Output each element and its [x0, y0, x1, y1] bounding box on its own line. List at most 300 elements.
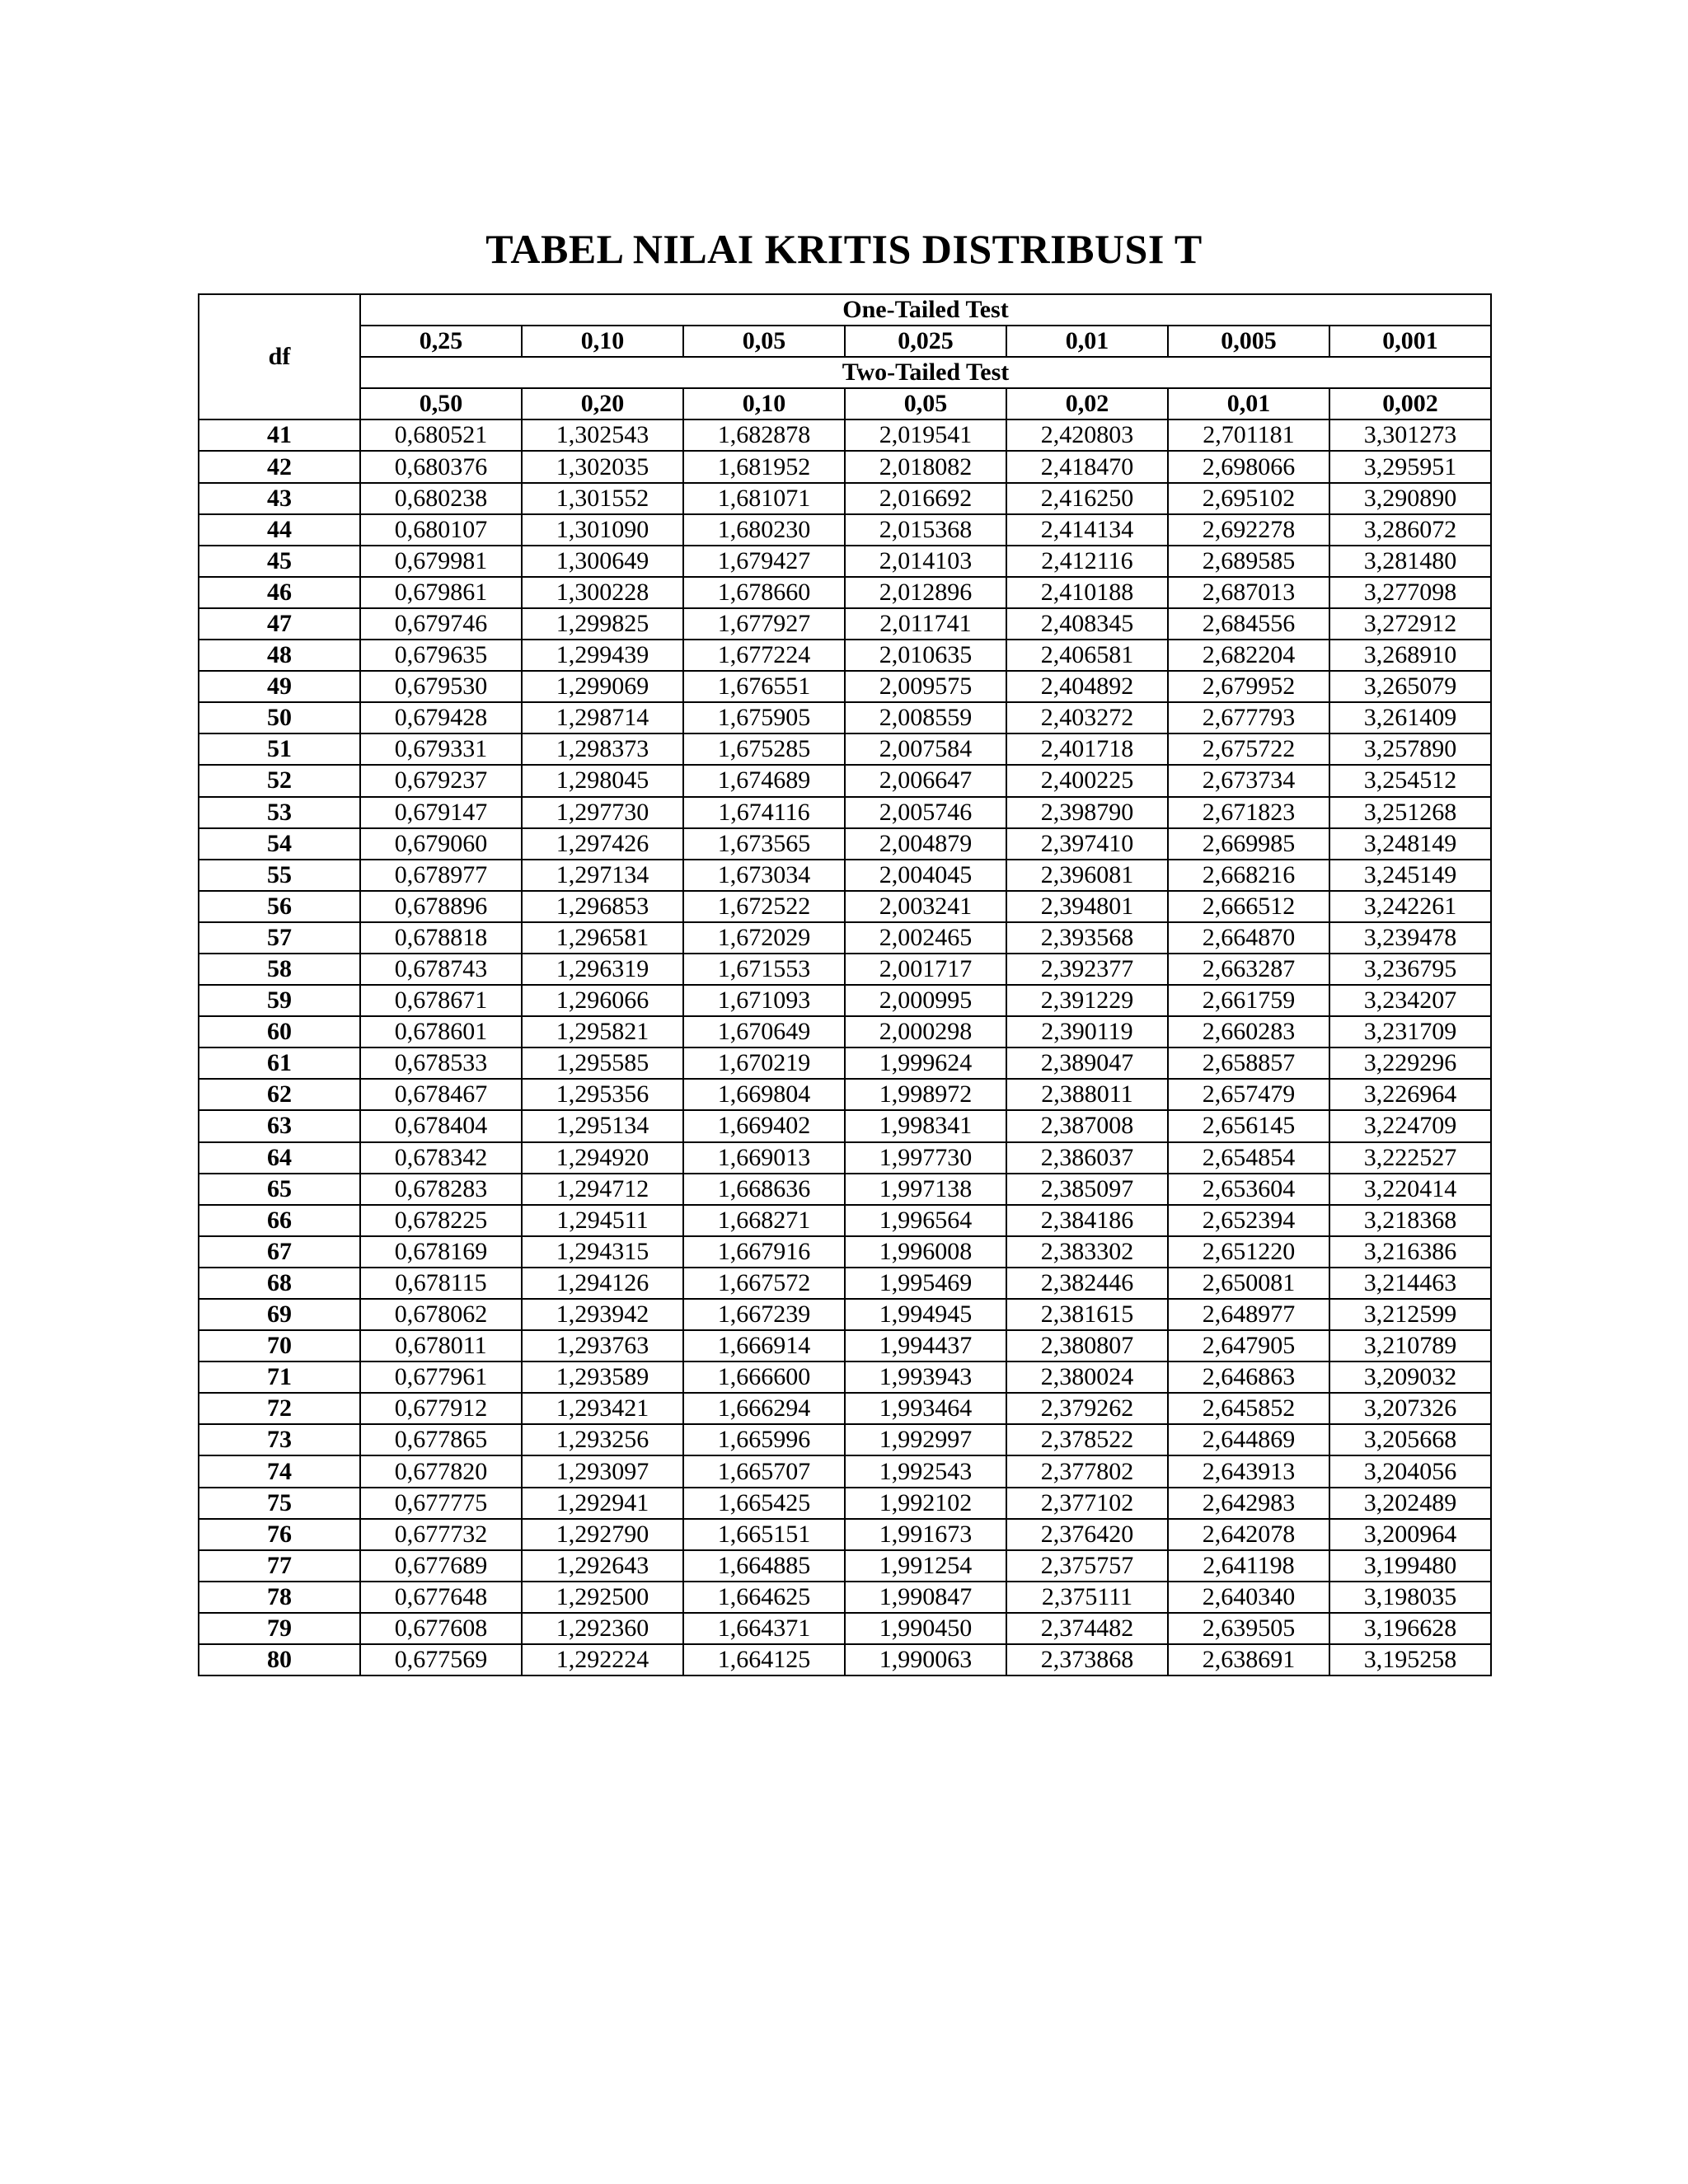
critical-value-cell: 2,663287 — [1168, 954, 1329, 985]
critical-value-cell: 3,222527 — [1329, 1142, 1491, 1174]
critical-value-cell: 3,242261 — [1329, 891, 1491, 922]
critical-value-cell: 3,295951 — [1329, 451, 1491, 482]
critical-value-cell: 3,265079 — [1329, 671, 1491, 702]
critical-value-cell: 2,406581 — [1006, 640, 1168, 671]
df-cell: 65 — [199, 1174, 360, 1205]
critical-value-cell: 1,996564 — [845, 1205, 1006, 1236]
critical-value-cell: 1,999624 — [845, 1047, 1006, 1079]
critical-value-cell: 1,292224 — [522, 1644, 683, 1675]
one-tailed-alpha: 0,001 — [1329, 326, 1491, 357]
critical-value-cell: 2,644869 — [1168, 1424, 1329, 1455]
df-cell: 70 — [199, 1330, 360, 1361]
one-tailed-alpha: 0,25 — [360, 326, 522, 357]
critical-value-cell: 2,380807 — [1006, 1330, 1168, 1361]
critical-value-cell: 2,414134 — [1006, 514, 1168, 546]
critical-value-cell: 0,679331 — [360, 733, 522, 765]
critical-value-cell: 3,251268 — [1329, 797, 1491, 828]
table-row — [199, 1299, 1491, 1330]
critical-value-cell: 2,384186 — [1006, 1205, 1168, 1236]
critical-value-cell: 1,299825 — [522, 608, 683, 640]
critical-value-cell: 0,677912 — [360, 1393, 522, 1424]
critical-value-cell: 2,653604 — [1168, 1174, 1329, 1205]
critical-value-cell: 0,678743 — [360, 954, 522, 985]
critical-value-cell: 1,668271 — [683, 1205, 845, 1236]
critical-value-cell: 2,011741 — [845, 608, 1006, 640]
critical-value-cell: 1,293421 — [522, 1393, 683, 1424]
df-cell: 46 — [199, 577, 360, 608]
critical-value-cell: 2,387008 — [1006, 1110, 1168, 1141]
critical-value-cell: 1,296066 — [522, 985, 683, 1016]
critical-value-cell: 1,992102 — [845, 1488, 1006, 1519]
critical-value-cell: 2,643913 — [1168, 1455, 1329, 1487]
df-cell: 43 — [199, 483, 360, 514]
critical-value-cell: 2,396081 — [1006, 860, 1168, 891]
table-row — [199, 702, 1491, 733]
critical-value-cell: 2,374482 — [1006, 1613, 1168, 1644]
critical-value-cell: 1,302035 — [522, 451, 683, 482]
critical-value-cell: 1,294511 — [522, 1205, 683, 1236]
table-row — [199, 1455, 1491, 1487]
table-row — [199, 1079, 1491, 1110]
two-tailed-alpha-row — [199, 388, 1491, 419]
critical-value-cell: 2,019541 — [845, 419, 1006, 451]
critical-value-cell: 1,678660 — [683, 577, 845, 608]
table-row — [199, 1644, 1491, 1675]
critical-value-cell: 2,673734 — [1168, 765, 1329, 796]
table-row — [199, 1550, 1491, 1582]
critical-value-cell: 1,669402 — [683, 1110, 845, 1141]
critical-value-cell: 0,680107 — [360, 514, 522, 546]
critical-value-cell: 1,675905 — [683, 702, 845, 733]
critical-value-cell: 2,668216 — [1168, 860, 1329, 891]
critical-value-cell: 3,286072 — [1329, 514, 1491, 546]
critical-value-cell: 1,998972 — [845, 1079, 1006, 1110]
critical-value-cell: 3,212599 — [1329, 1299, 1491, 1330]
critical-value-cell: 2,373868 — [1006, 1644, 1168, 1675]
critical-value-cell: 2,677793 — [1168, 702, 1329, 733]
critical-value-cell: 2,664870 — [1168, 922, 1329, 954]
critical-value-cell: 1,673565 — [683, 828, 845, 860]
critical-value-cell: 1,667572 — [683, 1268, 845, 1299]
critical-value-cell: 1,292360 — [522, 1613, 683, 1644]
critical-value-cell: 1,667916 — [683, 1236, 845, 1268]
critical-value-cell: 1,295134 — [522, 1110, 683, 1141]
critical-value-cell: 0,677732 — [360, 1519, 522, 1550]
critical-value-cell: 1,302543 — [522, 419, 683, 451]
table-row — [199, 1236, 1491, 1268]
critical-value-cell: 2,379262 — [1006, 1393, 1168, 1424]
critical-value-cell: 2,408345 — [1006, 608, 1168, 640]
table-row — [199, 1205, 1491, 1236]
critical-value-cell: 2,382446 — [1006, 1268, 1168, 1299]
critical-value-cell: 0,679530 — [360, 671, 522, 702]
critical-value-cell: 0,680521 — [360, 419, 522, 451]
critical-value-cell: 3,214463 — [1329, 1268, 1491, 1299]
critical-value-cell: 1,991673 — [845, 1519, 1006, 1550]
critical-value-cell: 0,679746 — [360, 608, 522, 640]
critical-value-cell: 1,299069 — [522, 671, 683, 702]
table-body — [199, 419, 1491, 1675]
df-cell: 76 — [199, 1519, 360, 1550]
critical-value-cell: 3,195258 — [1329, 1644, 1491, 1675]
critical-value-cell: 2,398790 — [1006, 797, 1168, 828]
critical-value-cell: 3,245149 — [1329, 860, 1491, 891]
critical-value-cell: 2,005746 — [845, 797, 1006, 828]
critical-value-cell: 2,692278 — [1168, 514, 1329, 546]
critical-value-cell: 2,658857 — [1168, 1047, 1329, 1079]
critical-value-cell: 2,701181 — [1168, 419, 1329, 451]
critical-value-cell: 2,394801 — [1006, 891, 1168, 922]
critical-value-cell: 1,292941 — [522, 1488, 683, 1519]
critical-value-cell: 3,205668 — [1329, 1424, 1491, 1455]
critical-value-cell: 1,672522 — [683, 891, 845, 922]
df-cell: 68 — [199, 1268, 360, 1299]
critical-value-cell: 1,665707 — [683, 1455, 845, 1487]
critical-value-cell: 1,297730 — [522, 797, 683, 828]
critical-value-cell: 3,268910 — [1329, 640, 1491, 671]
critical-value-cell: 3,196628 — [1329, 1613, 1491, 1644]
critical-value-cell: 1,993943 — [845, 1361, 1006, 1393]
critical-value-cell: 3,281480 — [1329, 546, 1491, 577]
critical-value-cell: 2,650081 — [1168, 1268, 1329, 1299]
critical-value-cell: 1,993464 — [845, 1393, 1006, 1424]
critical-value-cell: 2,000995 — [845, 985, 1006, 1016]
df-cell: 48 — [199, 640, 360, 671]
critical-value-cell: 1,293763 — [522, 1330, 683, 1361]
critical-value-cell: 0,678601 — [360, 1016, 522, 1047]
critical-value-cell: 2,004045 — [845, 860, 1006, 891]
one-tailed-alpha: 0,10 — [522, 326, 683, 357]
one-tailed-alpha: 0,05 — [683, 326, 845, 357]
critical-value-cell: 3,277098 — [1329, 577, 1491, 608]
critical-value-cell: 1,997730 — [845, 1142, 1006, 1174]
df-cell: 75 — [199, 1488, 360, 1519]
df-cell: 53 — [199, 797, 360, 828]
critical-value-cell: 1,669013 — [683, 1142, 845, 1174]
two-tailed-label-row — [199, 357, 1491, 388]
critical-value-cell: 1,671553 — [683, 954, 845, 985]
df-cell: 64 — [199, 1142, 360, 1174]
df-cell: 50 — [199, 702, 360, 733]
critical-value-cell: 2,689585 — [1168, 546, 1329, 577]
df-cell: 79 — [199, 1613, 360, 1644]
critical-value-cell: 1,990450 — [845, 1613, 1006, 1644]
critical-value-cell: 0,679635 — [360, 640, 522, 671]
critical-value-cell: 3,254512 — [1329, 765, 1491, 796]
critical-value-cell: 1,675285 — [683, 733, 845, 765]
critical-value-cell: 1,299439 — [522, 640, 683, 671]
critical-value-cell: 3,199480 — [1329, 1550, 1491, 1582]
critical-value-cell: 2,660283 — [1168, 1016, 1329, 1047]
critical-value-cell: 0,679060 — [360, 828, 522, 860]
critical-value-cell: 0,679981 — [360, 546, 522, 577]
one-tailed-header: One-Tailed Test — [360, 294, 1491, 326]
critical-value-cell: 3,200964 — [1329, 1519, 1491, 1550]
table-row — [199, 577, 1491, 608]
critical-value-cell: 2,682204 — [1168, 640, 1329, 671]
critical-value-cell: 3,239478 — [1329, 922, 1491, 954]
critical-value-cell: 1,674116 — [683, 797, 845, 828]
critical-value-cell: 3,207326 — [1329, 1393, 1491, 1424]
critical-value-cell: 3,210789 — [1329, 1330, 1491, 1361]
critical-value-cell: 2,642983 — [1168, 1488, 1329, 1519]
critical-value-cell: 2,004879 — [845, 828, 1006, 860]
critical-value-cell: 1,297134 — [522, 860, 683, 891]
critical-value-cell: 3,204056 — [1329, 1455, 1491, 1487]
critical-value-cell: 3,248149 — [1329, 828, 1491, 860]
two-tailed-alpha: 0,50 — [360, 388, 522, 419]
critical-value-cell: 0,678283 — [360, 1174, 522, 1205]
critical-value-cell: 2,397410 — [1006, 828, 1168, 860]
critical-value-cell: 2,698066 — [1168, 451, 1329, 482]
df-cell: 49 — [199, 671, 360, 702]
critical-value-cell: 0,677961 — [360, 1361, 522, 1393]
critical-value-cell: 1,664625 — [683, 1582, 845, 1613]
critical-value-cell: 1,669804 — [683, 1079, 845, 1110]
critical-value-cell: 0,677820 — [360, 1455, 522, 1487]
critical-value-cell: 1,664885 — [683, 1550, 845, 1582]
critical-value-cell: 1,292790 — [522, 1519, 683, 1550]
critical-value-cell: 1,670649 — [683, 1016, 845, 1047]
critical-value-cell: 2,377802 — [1006, 1455, 1168, 1487]
critical-value-cell: 2,657479 — [1168, 1079, 1329, 1110]
critical-value-cell: 1,997138 — [845, 1174, 1006, 1205]
critical-value-cell: 0,678169 — [360, 1236, 522, 1268]
critical-value-cell: 1,664125 — [683, 1644, 845, 1675]
critical-value-cell: 2,403272 — [1006, 702, 1168, 733]
critical-value-cell: 1,994437 — [845, 1330, 1006, 1361]
critical-value-cell: 1,674689 — [683, 765, 845, 796]
critical-value-cell: 2,687013 — [1168, 577, 1329, 608]
critical-value-cell: 2,401718 — [1006, 733, 1168, 765]
critical-value-cell: 2,388011 — [1006, 1079, 1168, 1110]
table-row — [199, 765, 1491, 796]
table-row — [199, 1488, 1491, 1519]
critical-value-cell: 1,665996 — [683, 1424, 845, 1455]
critical-value-cell: 1,296581 — [522, 922, 683, 954]
critical-value-cell: 1,301552 — [522, 483, 683, 514]
critical-value-cell: 2,393568 — [1006, 922, 1168, 954]
critical-value-cell: 3,272912 — [1329, 608, 1491, 640]
critical-value-cell: 1,295356 — [522, 1079, 683, 1110]
critical-value-cell: 2,386037 — [1006, 1142, 1168, 1174]
critical-value-cell: 1,295585 — [522, 1047, 683, 1079]
two-tailed-alpha: 0,01 — [1168, 388, 1329, 419]
critical-value-cell: 1,293256 — [522, 1424, 683, 1455]
critical-value-cell: 1,300228 — [522, 577, 683, 608]
critical-value-cell: 1,292500 — [522, 1582, 683, 1613]
critical-value-cell: 0,678533 — [360, 1047, 522, 1079]
critical-value-cell: 0,677775 — [360, 1488, 522, 1519]
critical-value-cell: 2,420803 — [1006, 419, 1168, 451]
table-row — [199, 1582, 1491, 1613]
df-cell: 57 — [199, 922, 360, 954]
table-row — [199, 1424, 1491, 1455]
critical-value-cell: 1,293097 — [522, 1455, 683, 1487]
table-row — [199, 671, 1491, 702]
two-tailed-alpha: 0,05 — [845, 388, 1006, 419]
df-cell: 41 — [199, 419, 360, 451]
critical-value-cell: 2,006647 — [845, 765, 1006, 796]
critical-value-cell: 0,680238 — [360, 483, 522, 514]
critical-value-cell: 1,294920 — [522, 1142, 683, 1174]
df-cell: 78 — [199, 1582, 360, 1613]
critical-value-cell: 1,670219 — [683, 1047, 845, 1079]
critical-value-cell: 2,015368 — [845, 514, 1006, 546]
one-tailed-alpha: 0,01 — [1006, 326, 1168, 357]
two-tailed-alpha: 0,002 — [1329, 388, 1491, 419]
critical-value-cell: 2,652394 — [1168, 1205, 1329, 1236]
df-cell: 59 — [199, 985, 360, 1016]
critical-value-cell: 2,385097 — [1006, 1174, 1168, 1205]
one-tailed-label-row — [199, 294, 1491, 326]
critical-value-cell: 1,994945 — [845, 1299, 1006, 1330]
one-tailed-alpha: 0,005 — [1168, 326, 1329, 357]
critical-value-cell: 2,669985 — [1168, 828, 1329, 860]
df-cell: 67 — [199, 1236, 360, 1268]
critical-value-cell: 1,676551 — [683, 671, 845, 702]
critical-value-cell: 0,679237 — [360, 765, 522, 796]
critical-value-cell: 1,292643 — [522, 1550, 683, 1582]
critical-value-cell: 2,010635 — [845, 640, 1006, 671]
table-row — [199, 1110, 1491, 1141]
critical-value-cell: 2,016692 — [845, 483, 1006, 514]
critical-value-cell: 2,380024 — [1006, 1361, 1168, 1393]
critical-value-cell: 1,681071 — [683, 483, 845, 514]
critical-value-cell: 1,666914 — [683, 1330, 845, 1361]
critical-value-cell: 3,261409 — [1329, 702, 1491, 733]
critical-value-cell: 2,377102 — [1006, 1488, 1168, 1519]
critical-value-cell: 1,665425 — [683, 1488, 845, 1519]
table-row — [199, 1393, 1491, 1424]
critical-value-cell: 1,294126 — [522, 1268, 683, 1299]
critical-value-cell: 1,679427 — [683, 546, 845, 577]
one-tailed-alpha-row — [199, 326, 1491, 357]
critical-value-cell: 1,672029 — [683, 922, 845, 954]
critical-value-cell: 1,681952 — [683, 451, 845, 482]
critical-value-cell: 0,677865 — [360, 1424, 522, 1455]
table-row — [199, 1174, 1491, 1205]
critical-value-cell: 2,671823 — [1168, 797, 1329, 828]
table-row — [199, 483, 1491, 514]
df-cell: 66 — [199, 1205, 360, 1236]
critical-value-cell: 3,229296 — [1329, 1047, 1491, 1079]
critical-value-cell: 0,677569 — [360, 1644, 522, 1675]
critical-value-cell: 3,301273 — [1329, 419, 1491, 451]
critical-value-cell: 1,673034 — [683, 860, 845, 891]
df-cell: 60 — [199, 1016, 360, 1047]
critical-value-cell: 0,678115 — [360, 1268, 522, 1299]
critical-value-cell: 2,008559 — [845, 702, 1006, 733]
critical-value-cell: 2,003241 — [845, 891, 1006, 922]
critical-value-cell: 0,677608 — [360, 1613, 522, 1644]
critical-value-cell: 2,646863 — [1168, 1361, 1329, 1393]
critical-value-cell: 1,668636 — [683, 1174, 845, 1205]
critical-value-cell: 2,412116 — [1006, 546, 1168, 577]
df-cell: 54 — [199, 828, 360, 860]
critical-value-cell: 1,991254 — [845, 1550, 1006, 1582]
critical-value-cell: 1,990063 — [845, 1644, 1006, 1675]
critical-value-cell: 2,656145 — [1168, 1110, 1329, 1141]
critical-value-cell: 1,293942 — [522, 1299, 683, 1330]
df-cell: 77 — [199, 1550, 360, 1582]
critical-value-cell: 2,679952 — [1168, 671, 1329, 702]
critical-value-cell: 0,679428 — [360, 702, 522, 733]
critical-value-cell: 3,198035 — [1329, 1582, 1491, 1613]
critical-value-cell: 1,294315 — [522, 1236, 683, 1268]
table-row — [199, 1330, 1491, 1361]
critical-value-cell: 3,290890 — [1329, 483, 1491, 514]
critical-value-cell: 3,257890 — [1329, 733, 1491, 765]
critical-value-cell: 2,381615 — [1006, 1299, 1168, 1330]
critical-value-cell: 0,678896 — [360, 891, 522, 922]
page-title: TABEL NILAI KRITIS DISTRIBUSI T — [485, 225, 1203, 272]
df-cell: 52 — [199, 765, 360, 796]
critical-value-cell: 2,389047 — [1006, 1047, 1168, 1079]
df-cell: 55 — [199, 860, 360, 891]
critical-value-cell: 0,677648 — [360, 1582, 522, 1613]
table-row — [199, 828, 1491, 860]
critical-value-cell: 2,390119 — [1006, 1016, 1168, 1047]
critical-value-cell: 2,684556 — [1168, 608, 1329, 640]
table-header — [199, 294, 1491, 419]
critical-value-cell: 2,383302 — [1006, 1236, 1168, 1268]
one-tailed-alpha: 0,025 — [845, 326, 1006, 357]
critical-value-cell: 0,678062 — [360, 1299, 522, 1330]
table-row — [199, 985, 1491, 1016]
critical-value-cell: 0,678011 — [360, 1330, 522, 1361]
df-cell: 58 — [199, 954, 360, 985]
critical-value-cell: 1,680230 — [683, 514, 845, 546]
df-cell: 74 — [199, 1455, 360, 1487]
critical-value-cell: 0,678977 — [360, 860, 522, 891]
df-cell: 80 — [199, 1644, 360, 1675]
critical-value-cell: 0,678467 — [360, 1079, 522, 1110]
critical-value-cell: 2,651220 — [1168, 1236, 1329, 1268]
critical-value-cell: 1,667239 — [683, 1299, 845, 1330]
critical-value-cell: 2,695102 — [1168, 483, 1329, 514]
critical-value-cell: 1,294712 — [522, 1174, 683, 1205]
critical-value-cell: 2,378522 — [1006, 1424, 1168, 1455]
critical-value-cell: 2,000298 — [845, 1016, 1006, 1047]
critical-value-cell: 2,376420 — [1006, 1519, 1168, 1550]
table-row — [199, 546, 1491, 577]
table-row — [199, 954, 1491, 985]
df-cell: 42 — [199, 451, 360, 482]
table-row — [199, 640, 1491, 671]
critical-value-cell: 2,675722 — [1168, 733, 1329, 765]
two-tailed-alpha: 0,10 — [683, 388, 845, 419]
critical-value-cell: 0,678818 — [360, 922, 522, 954]
critical-value-cell: 2,009575 — [845, 671, 1006, 702]
critical-value-cell: 2,638691 — [1168, 1644, 1329, 1675]
critical-value-cell: 2,642078 — [1168, 1519, 1329, 1550]
critical-value-cell: 3,216386 — [1329, 1236, 1491, 1268]
critical-value-cell: 2,012896 — [845, 577, 1006, 608]
critical-value-cell: 2,640340 — [1168, 1582, 1329, 1613]
critical-value-cell: 1,300649 — [522, 546, 683, 577]
table-row — [199, 733, 1491, 765]
table-row — [199, 1519, 1491, 1550]
table-row — [199, 860, 1491, 891]
table-row — [199, 891, 1491, 922]
df-header: df — [199, 294, 360, 419]
critical-value-cell: 2,410188 — [1006, 577, 1168, 608]
critical-value-cell: 1,666294 — [683, 1393, 845, 1424]
critical-value-cell: 2,641198 — [1168, 1550, 1329, 1582]
table-row — [199, 1613, 1491, 1644]
table-row — [199, 608, 1491, 640]
